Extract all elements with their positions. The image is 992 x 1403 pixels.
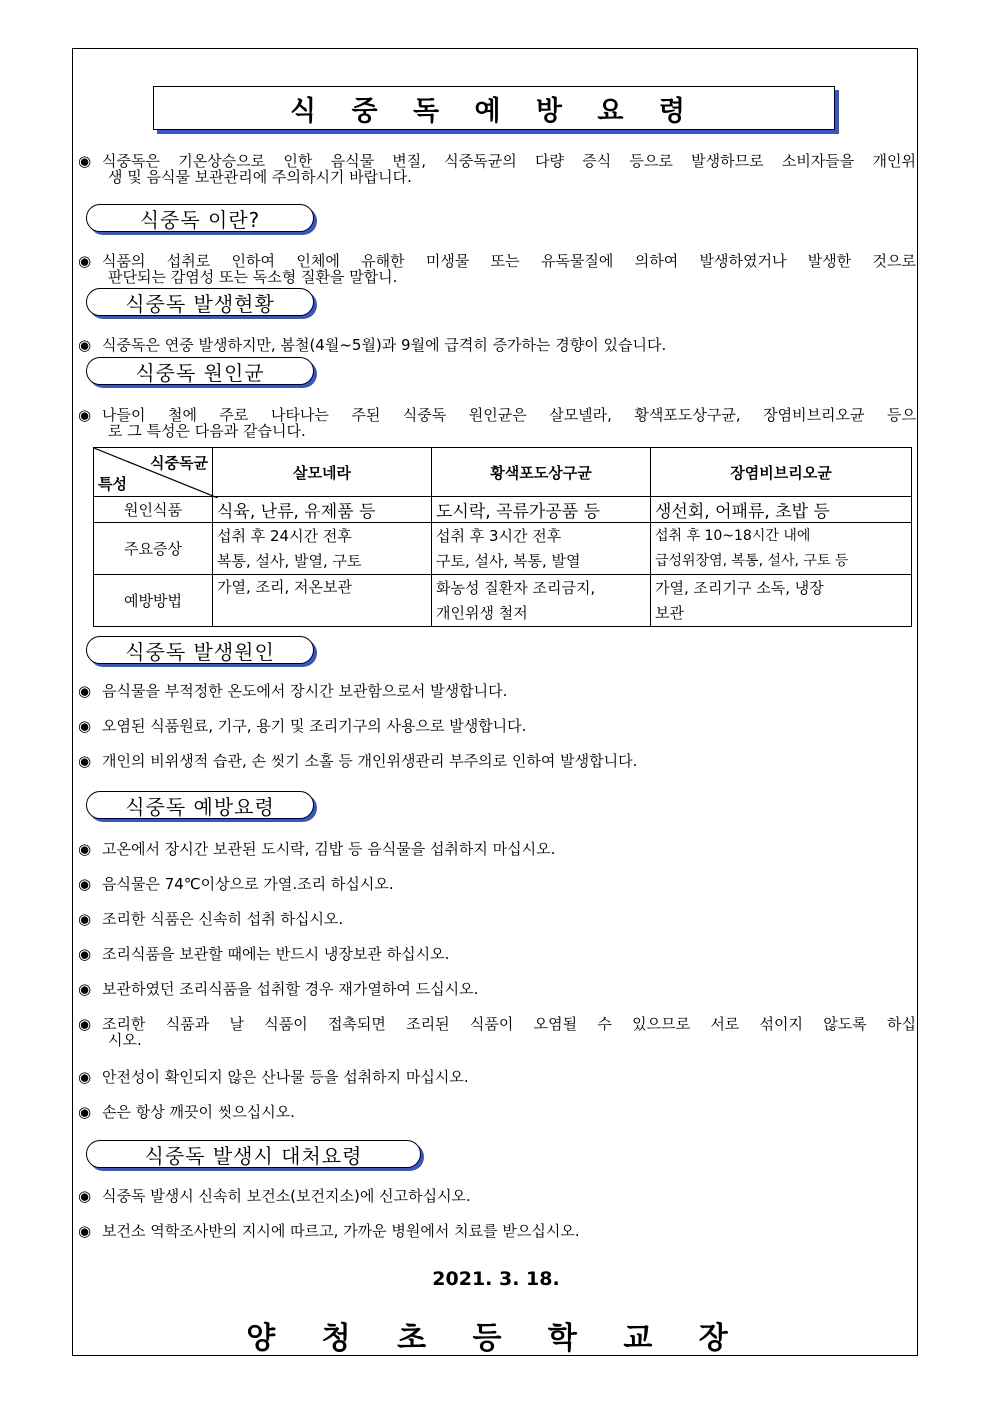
germs-line-1: 나들이 철에 주로 나타나는 주된 식중독 원인균은 살모넬라, 황색포도상구균, 장염비브리오균 등으 bbox=[102, 406, 916, 424]
list-item bbox=[78, 1188, 471, 1205]
column-header-salmonella: 살모네라 bbox=[213, 448, 432, 497]
section-heading-status bbox=[86, 288, 314, 316]
list-item-text: 보건소 역학조사반의 지시에 따르고, 가까운 병원에서 치료를 받으십시오. bbox=[102, 1222, 580, 1240]
table-cell bbox=[432, 575, 651, 627]
table-cell bbox=[651, 523, 912, 575]
cell-line: 복통, 설사, 발열, 구토 bbox=[217, 551, 362, 570]
section-heading-label: 식중독 이란? bbox=[139, 207, 261, 232]
row-label-source-food: 원인식품 bbox=[94, 497, 213, 523]
bullet-icon: ◉ bbox=[78, 1103, 92, 1121]
cell-line: 보관 bbox=[655, 603, 684, 622]
germs-line-2: 로 그 특성은 다음과 같습니다. bbox=[108, 422, 306, 440]
bullet-icon: ◉ bbox=[78, 840, 92, 858]
row-label-symptoms: 주요증상 bbox=[94, 523, 213, 575]
intro-line-2: 생 및 음식물 보관관리에 주의하시기 바랍니다. bbox=[108, 168, 412, 186]
bullet-icon: ◉ bbox=[78, 875, 92, 893]
bullet-icon: ◉ bbox=[78, 1222, 92, 1240]
bullet-icon: ◉ bbox=[78, 1068, 92, 1086]
list-item bbox=[78, 1016, 916, 1049]
table-corner-cell bbox=[94, 448, 213, 497]
section-heading-germs bbox=[86, 357, 314, 385]
section-heading-label: 식중독 발생시 대처요령 bbox=[144, 1143, 363, 1168]
section-heading-label: 식중독 원인균 bbox=[135, 360, 265, 385]
page-title: 식 중 독 예 방 요 령 bbox=[290, 95, 698, 127]
bullet-icon: ◉ bbox=[78, 980, 92, 998]
section-heading-causes bbox=[86, 636, 314, 664]
list-item bbox=[78, 683, 507, 700]
list-item bbox=[78, 876, 394, 893]
list-item bbox=[78, 1069, 469, 1086]
list-item-text: 조리식품을 보관할 때에는 반드시 냉장보관 하십시오. bbox=[102, 945, 450, 963]
bullet-icon: ◉ bbox=[78, 910, 92, 928]
section-heading-label: 식중독 발생현황 bbox=[125, 291, 275, 316]
section-heading-what bbox=[86, 204, 314, 232]
table-cell bbox=[213, 523, 432, 575]
corner-top-label: 식중독균 bbox=[150, 454, 208, 472]
status-line-1: 식중독은 연중 발생하지만, 봄철(4월~5월)과 9월에 급격히 증가하는 경향이 있습니다. bbox=[102, 336, 667, 354]
page-title-box bbox=[153, 86, 835, 130]
bullet-icon: ◉ bbox=[78, 336, 92, 354]
list-item-text: 음식물을 부적정한 온도에서 장시간 보관함으로서 발생합니다. bbox=[102, 682, 508, 700]
table-header-row bbox=[94, 448, 912, 497]
list-item-text: 조리한 식품은 신속히 섭취 하십시오. bbox=[102, 910, 344, 928]
bullet-icon: ◉ bbox=[78, 1187, 92, 1205]
list-item bbox=[78, 1104, 295, 1121]
list-item-text-continued: 시오. bbox=[108, 1031, 142, 1049]
bullet-icon: ◉ bbox=[78, 717, 92, 735]
germ-characteristics-table bbox=[93, 447, 912, 627]
bullet-icon: ◉ bbox=[78, 252, 92, 270]
what-line-1: 식품의 섭취로 인하여 인체에 유해한 미생물 또는 유독물질에 의하여 발생하였거나 발생한 것으로 bbox=[102, 252, 916, 270]
list-item bbox=[78, 981, 478, 998]
table-cell: 생선회, 어패류, 초밥 등 bbox=[651, 497, 912, 523]
bullet-icon: ◉ bbox=[78, 945, 92, 963]
cell-line: 개인위생 철저 bbox=[436, 603, 528, 622]
bullet-icon: ◉ bbox=[78, 152, 92, 170]
list-item bbox=[78, 911, 343, 928]
table-cell: 도시락, 곡류가공품 등 bbox=[432, 497, 651, 523]
list-item-text: 조리한 식품과 날 식품이 접촉되면 조리된 식품이 오염될 수 있으므로 서로 섞이지 않도록 하십 bbox=[102, 1015, 916, 1033]
section-heading-prevention bbox=[86, 791, 314, 819]
table-row bbox=[94, 497, 912, 523]
row-label-prevention: 예방방법 bbox=[94, 575, 213, 627]
list-item bbox=[78, 753, 637, 770]
signature: 양 청 초 등 학 교 장 bbox=[246, 1321, 746, 1356]
what-paragraph bbox=[78, 253, 916, 286]
germs-paragraph bbox=[78, 407, 916, 440]
bullet-icon: ◉ bbox=[78, 682, 92, 700]
bullet-icon: ◉ bbox=[78, 406, 92, 424]
cell-line: 가열, 조리기구 소독, 냉장 bbox=[655, 578, 824, 597]
list-item-text: 오염된 식품원료, 기구, 용기 및 조리기구의 사용으로 발생합니다. bbox=[102, 717, 527, 735]
table-row bbox=[94, 575, 912, 627]
list-item-text: 음식물은 74℃이상으로 가열.조리 하십시오. bbox=[102, 875, 394, 893]
section-heading-label: 식중독 발생원인 bbox=[125, 639, 275, 664]
document-date: 2021. 3. 18. bbox=[432, 1268, 560, 1290]
cell-line: 섭취 후 10~18시간 내에 bbox=[655, 527, 811, 544]
intro-paragraph bbox=[78, 153, 916, 186]
list-item-text: 개인의 비위생적 습관, 손 씻기 소홀 등 개인위생관리 부주의로 인하여 발생합니다. bbox=[102, 752, 638, 770]
table-cell bbox=[213, 575, 432, 627]
corner-bottom-label: 특성 bbox=[98, 475, 127, 493]
list-item-text: 보관하였던 조리식품을 섭취할 경우 재가열하여 드십시오. bbox=[102, 980, 479, 998]
bullet-icon: ◉ bbox=[78, 1015, 92, 1033]
cell-line: 가열, 조리, 저온보관 bbox=[217, 578, 352, 596]
cell-line: 화농성 질환자 조리금지, bbox=[436, 578, 596, 597]
section-heading-response bbox=[86, 1140, 421, 1168]
status-paragraph bbox=[78, 337, 666, 354]
table-cell bbox=[432, 523, 651, 575]
list-item bbox=[78, 1223, 580, 1240]
cell-line: 섭취 후 24시간 전후 bbox=[217, 526, 352, 545]
list-item bbox=[78, 946, 449, 963]
table-cell: 식육, 난류, 유제품 등 bbox=[213, 497, 432, 523]
table-row bbox=[94, 523, 912, 575]
list-item-text: 고온에서 장시간 보관된 도시락, 김밥 등 음식물을 섭취하지 마십시오. bbox=[102, 840, 556, 858]
list-item bbox=[78, 718, 526, 735]
list-item-text: 손은 항상 깨끗이 씻으십시오. bbox=[102, 1103, 295, 1121]
intro-line-1: 식중독은 기온상승으로 인한 음식물 변질, 식중독균의 다량 증식 등으로 발생하므로 소비자들을 개인위 bbox=[102, 152, 916, 170]
section-heading-label: 식중독 예방요령 bbox=[125, 794, 275, 819]
table-cell bbox=[651, 575, 912, 627]
what-line-2: 판단되는 감염성 또는 독소형 질환을 말합니. bbox=[108, 268, 398, 286]
list-item bbox=[78, 841, 555, 858]
cell-line: 섭취 후 3시간 전후 bbox=[436, 526, 562, 545]
list-item-text: 식중독 발생시 신속히 보건소(보건지소)에 신고하십시오. bbox=[102, 1187, 471, 1205]
cell-line: 급성위장염, 복통, 설사, 구토 등 bbox=[655, 552, 849, 569]
column-header-vibrio: 장염비브리오균 bbox=[651, 448, 912, 497]
bullet-icon: ◉ bbox=[78, 752, 92, 770]
list-item-text: 안전성이 확인되지 않은 산나물 등을 섭취하지 마십시오. bbox=[102, 1068, 469, 1086]
cell-line: 구토, 설사, 복통, 발열 bbox=[436, 551, 581, 570]
column-header-staph: 황색포도상구균 bbox=[432, 448, 651, 497]
